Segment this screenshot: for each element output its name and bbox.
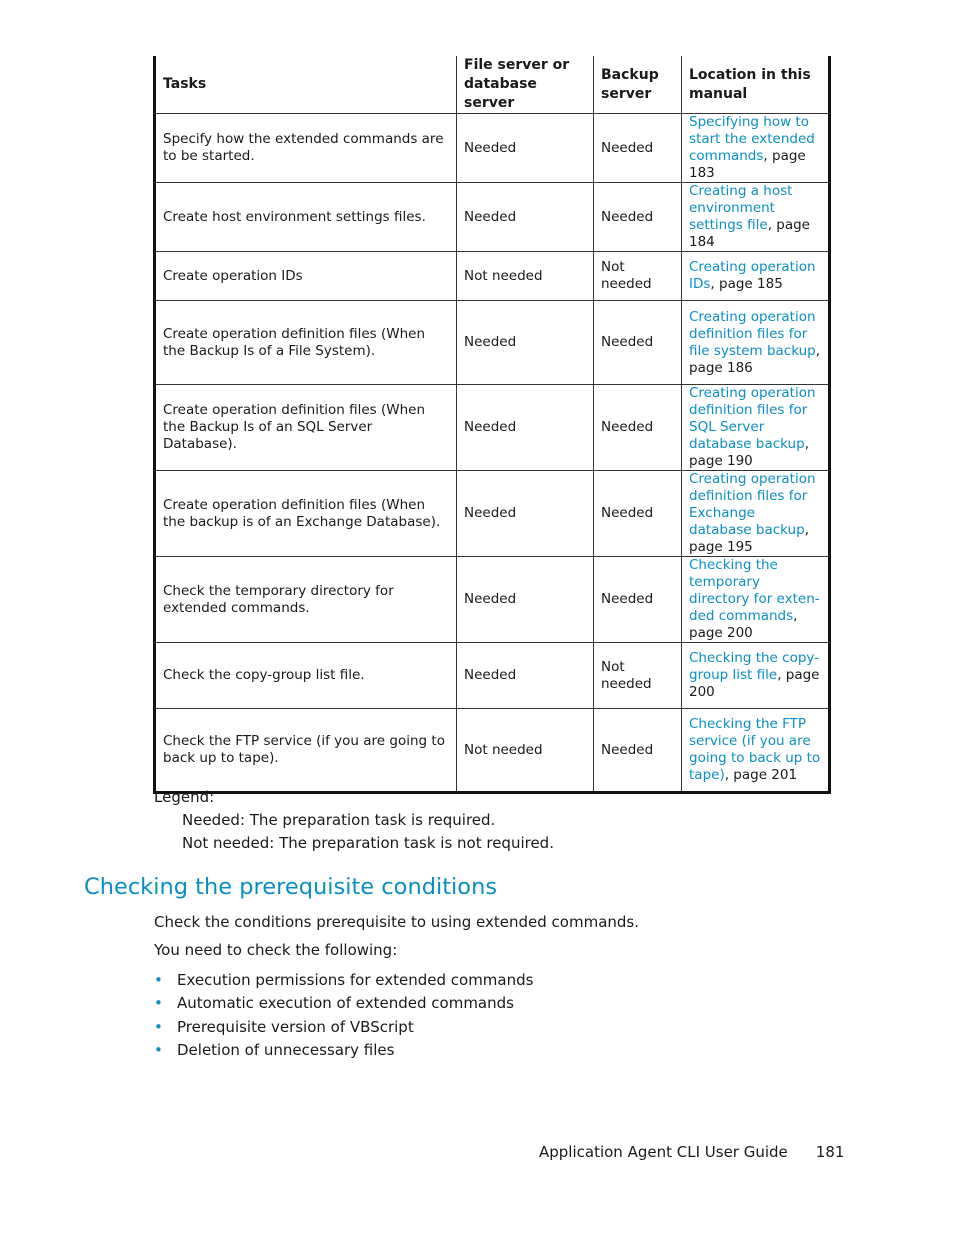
task-cell: Create host environment settings files. (155, 183, 457, 252)
list-item (154, 1016, 533, 1039)
location-link[interactable]: Creating operation definition files for file system backup (689, 308, 816, 359)
location-cell (682, 557, 830, 643)
location-cell (682, 114, 830, 183)
location-link[interactable]: Checking the FTP service (if you are going to back up to tape) (689, 716, 821, 783)
header-tasks: Tasks (155, 56, 457, 114)
table-row (155, 709, 830, 793)
bullet-icon: • (154, 994, 163, 1013)
page-ref: , page 186 (689, 342, 821, 376)
table-row (155, 385, 830, 471)
page-ref: , page 190 (689, 436, 809, 469)
task-cell: Check the temporary directory for extended commands. (155, 557, 457, 643)
legend-needed: Needed: The preparation task is required. (182, 811, 496, 829)
header-location: Location in this manual (682, 56, 830, 114)
list-item-text: Deletion of unnecessary files (177, 1040, 395, 1059)
legend-title: Legend: (154, 788, 215, 806)
page-ref: , page 183 (689, 148, 806, 181)
table-row (155, 557, 830, 643)
location-cell (682, 471, 830, 557)
table-row (155, 252, 830, 301)
location-link[interactable]: Creating a host environment settings file (689, 183, 793, 233)
backup-server-cell: Not needed (594, 252, 682, 301)
task-cell: Check the copy-group list file. (155, 643, 457, 709)
file-server-cell: Needed (457, 557, 594, 643)
page-ref: , page 195 (689, 522, 809, 555)
page-ref: , page 184 (689, 217, 810, 250)
file-server-cell: Needed (457, 385, 594, 471)
task-cell: Check the FTP service (if you are going to back up to tape). (155, 709, 457, 793)
file-server-cell: Needed (457, 301, 594, 385)
list-item (154, 969, 533, 992)
header-file-server: File server or database server (457, 56, 594, 114)
page-number: 181 (815, 1143, 845, 1161)
list-item (154, 1039, 533, 1062)
location-link[interactable]: Creating operation definition files for Exchange database backup (689, 471, 816, 538)
section-intro: Check the conditions prerequisite to using extended commands. (154, 913, 640, 931)
backup-server-cell: Needed (594, 114, 682, 183)
task-cell: Create operation definition files (When the Backup Is of an SQL Server Database). (155, 385, 457, 471)
section-heading: Checking the prerequisite conditions (84, 874, 498, 900)
footer-title: Application Agent CLI User Guide (539, 1143, 788, 1161)
file-server-cell: Needed (457, 643, 594, 709)
backup-server-cell: Needed (594, 301, 682, 385)
page-ref: , page 200 (689, 608, 798, 641)
backup-server-cell: Not needed (594, 643, 682, 709)
location-cell (682, 643, 830, 709)
list-item-text: Automatic execution of extended commands (177, 994, 514, 1013)
task-cell: Create operation definition files (When the Backup Is of a File System). (155, 301, 457, 385)
backup-server-cell: Needed (594, 471, 682, 557)
list-item (154, 992, 533, 1015)
table-row (155, 643, 830, 709)
file-server-cell: Not needed (457, 252, 594, 301)
header-backup-server: Backup server (594, 56, 682, 114)
list-item-text: Execution permissions for extended commands (177, 971, 534, 989)
bullet-icon: • (154, 1040, 163, 1059)
bullet-icon: • (154, 971, 163, 989)
legend (154, 786, 554, 855)
page-ref: , page 185 (710, 276, 783, 292)
table-header-row (155, 56, 830, 114)
page-ref: , page 200 (689, 667, 820, 700)
location-cell (682, 183, 830, 252)
location-link[interactable]: Creating operation IDs (689, 259, 816, 292)
file-server-cell: Needed (457, 183, 594, 252)
prerequisite-list (154, 969, 533, 1062)
table-row (155, 301, 830, 385)
preparation-tasks-table (153, 56, 831, 794)
table-row (155, 471, 830, 557)
task-cell: Create operation definition files (When the backup is of an Exchange Database). (155, 471, 457, 557)
list-item-text: Prerequisite version of VBScript (177, 1017, 414, 1036)
file-server-cell: Needed (457, 471, 594, 557)
backup-server-cell: Needed (594, 709, 682, 793)
legend-not-needed: Not needed: The preparation task is not required. (182, 834, 554, 852)
task-cell: Specify how the extended commands are to be started. (155, 114, 457, 183)
location-cell (682, 385, 830, 471)
task-cell: Create operation IDs (155, 252, 457, 301)
page-footer (539, 1143, 844, 1161)
location-cell (682, 709, 830, 793)
location-cell (682, 252, 830, 301)
section-lead: You need to check the following: (154, 941, 398, 959)
file-server-cell: Not needed (457, 709, 594, 793)
backup-server-cell: Needed (594, 385, 682, 471)
table-row (155, 183, 830, 252)
location-link[interactable]: Checking the temporary directory for extended commands (689, 557, 820, 624)
page-ref: , page 201 (724, 767, 798, 783)
table-row (155, 114, 830, 183)
location-cell (682, 301, 830, 385)
location-link[interactable]: Specifying how to start the extended commands (689, 114, 815, 164)
location-link[interactable]: Creating operation definition files for SQL Server database backup (689, 385, 816, 452)
bullet-icon: • (154, 1017, 163, 1036)
backup-server-cell: Needed (594, 557, 682, 643)
location-link[interactable]: Checking the copy-group list file (689, 650, 820, 683)
file-server-cell: Needed (457, 114, 594, 183)
backup-server-cell: Needed (594, 183, 682, 252)
